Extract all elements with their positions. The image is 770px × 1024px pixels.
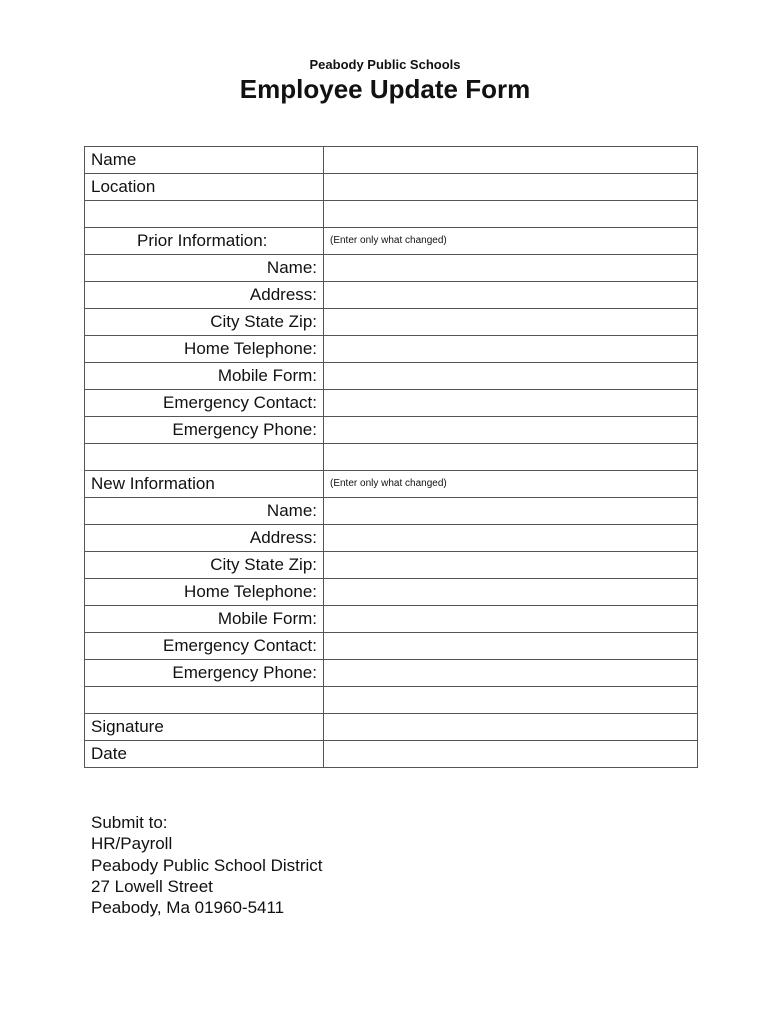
prior-emergency-phone-label: Emergency Phone: (85, 417, 324, 444)
prior-heading-row (85, 228, 698, 255)
new-field-row (85, 633, 698, 660)
date-row (85, 741, 698, 768)
new-home-telephone-field[interactable] (324, 579, 698, 606)
location-label: Location (85, 174, 324, 201)
prior-emergency-contact-field[interactable] (324, 390, 698, 417)
signature-row (85, 714, 698, 741)
prior-field-row (85, 417, 698, 444)
new-field-row (85, 579, 698, 606)
prior-field-row (85, 390, 698, 417)
prior-name-field[interactable] (324, 255, 698, 282)
new-address-field[interactable] (324, 525, 698, 552)
prior-city-state-zip-label: City State Zip: (85, 309, 324, 336)
new-note: (Enter only what changed) (324, 471, 698, 498)
new-heading-row (85, 471, 698, 498)
prior-home-telephone-field[interactable] (324, 336, 698, 363)
signature-label: Signature (85, 714, 324, 741)
prior-note: (Enter only what changed) (324, 228, 698, 255)
submit-to-label: Submit to: (91, 813, 168, 832)
prior-field-row (85, 309, 698, 336)
submit-address-block (91, 812, 323, 918)
new-field-row (85, 606, 698, 633)
signature-field[interactable] (324, 714, 698, 741)
prior-emergency-contact-label: Emergency Contact: (85, 390, 324, 417)
submit-district: Peabody Public School District (91, 855, 323, 875)
blank-cell (85, 687, 324, 714)
update-form-table (84, 146, 698, 768)
prior-address-label: Address: (85, 282, 324, 309)
new-emergency-phone-field[interactable] (324, 660, 698, 687)
prior-mobile-form-field[interactable] (324, 363, 698, 390)
prior-field-row (85, 363, 698, 390)
new-address-label: Address: (85, 525, 324, 552)
new-emergency-contact-field[interactable] (324, 633, 698, 660)
submit-department: HR/Payroll (91, 834, 173, 854)
prior-home-telephone-label: Home Telephone: (85, 336, 324, 363)
blank-row (85, 687, 698, 714)
date-field[interactable] (324, 741, 698, 768)
prior-mobile-form-label: Mobile Form: (85, 363, 324, 390)
new-emergency-contact-label: Emergency Contact: (85, 633, 324, 660)
new-mobile-form-field[interactable] (324, 606, 698, 633)
new-city-state-zip-field[interactable] (324, 552, 698, 579)
prior-city-state-zip-field[interactable] (324, 309, 698, 336)
blank-row (85, 444, 698, 471)
new-name-label: Name: (85, 498, 324, 525)
blank-cell (324, 201, 698, 228)
blank-cell (85, 201, 324, 228)
prior-address-field[interactable] (324, 282, 698, 309)
blank-row (85, 201, 698, 228)
form-title: Employee Update Form (239, 74, 531, 104)
prior-name-label: Name: (85, 255, 324, 282)
location-row (85, 174, 698, 201)
new-emergency-phone-label: Emergency Phone: (85, 660, 324, 687)
date-label: Date (85, 741, 324, 768)
blank-cell (85, 444, 324, 471)
submit-city: Peabody, Ma 01960-5411 (91, 898, 285, 918)
new-field-row (85, 552, 698, 579)
prior-field-row (85, 255, 698, 282)
name-field[interactable] (324, 147, 698, 174)
prior-field-row (85, 336, 698, 363)
blank-cell (324, 687, 698, 714)
name-label: Name (85, 147, 324, 174)
school-name: Peabody Public Schools (309, 57, 461, 72)
new-field-row (85, 498, 698, 525)
new-mobile-form-label: Mobile Form: (85, 606, 324, 633)
name-row (85, 147, 698, 174)
prior-emergency-phone-field[interactable] (324, 417, 698, 444)
new-home-telephone-label: Home Telephone: (85, 579, 324, 606)
new-field-row (85, 525, 698, 552)
new-field-row (85, 660, 698, 687)
submit-street: 27 Lowell Street (91, 876, 213, 896)
prior-field-row (85, 282, 698, 309)
new-name-field[interactable] (324, 498, 698, 525)
prior-information-heading: Prior Information: (85, 228, 324, 255)
location-field[interactable] (324, 174, 698, 201)
new-information-heading: New Information (85, 471, 324, 498)
blank-cell (324, 444, 698, 471)
new-city-state-zip-label: City State Zip: (85, 552, 324, 579)
